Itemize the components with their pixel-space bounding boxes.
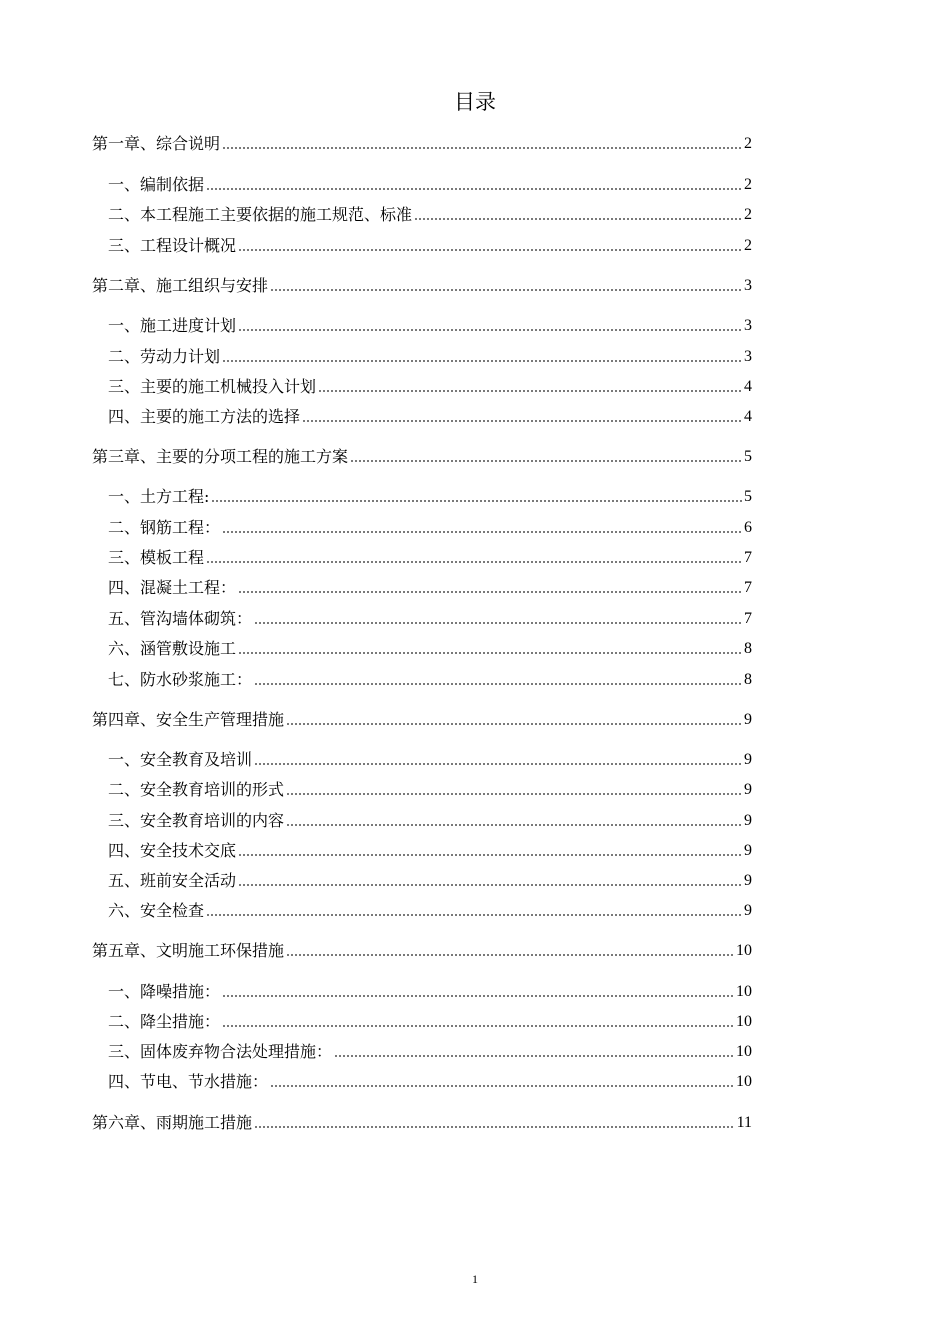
toc-entry-page: 2 [744, 206, 752, 223]
toc-entry-label: 一、施工进度计划 [108, 316, 237, 335]
toc-section-entry[interactable] [108, 376, 752, 398]
dot-leader [286, 823, 742, 827]
toc-entry-page: 2 [744, 135, 752, 152]
toc-entry-label: 四、安全技术交底 [108, 841, 237, 860]
toc-entry-label: 三、工程设计概况 [108, 236, 237, 255]
toc-entry-label: 七、防水砂浆施工： [108, 670, 253, 689]
toc-section-entry[interactable] [108, 1011, 752, 1033]
toc-section-entry[interactable] [108, 638, 752, 660]
toc-chapter-entry[interactable] [92, 275, 752, 297]
toc-section-entry[interactable] [108, 547, 752, 569]
toc-entry-label: 第五章、文明施工环保措施 [92, 941, 285, 960]
toc-entry-label: 第六章、雨期施工措施 [92, 1113, 253, 1132]
toc-entry-page: 9 [744, 751, 752, 768]
toc-entry-label: 六、安全检查 [108, 901, 205, 920]
dot-leader [238, 651, 742, 655]
toc-entry-page: 3 [744, 348, 752, 365]
toc-entry-page: 8 [744, 671, 752, 688]
toc-entry-page: 9 [744, 902, 752, 919]
dot-leader [270, 1084, 734, 1088]
toc-entry-page: 7 [744, 579, 752, 596]
toc-entry-page: 10 [736, 942, 752, 959]
dot-leader [254, 621, 742, 625]
toc-entry-page: 9 [744, 872, 752, 889]
toc-section-entry[interactable] [108, 608, 752, 630]
dot-leader [238, 248, 742, 252]
dot-leader [270, 288, 742, 292]
toc-section-entry[interactable] [108, 1041, 752, 1063]
dot-leader [254, 1125, 735, 1129]
toc-section-entry[interactable] [108, 174, 752, 196]
dot-leader [302, 419, 742, 423]
toc-chapter-entry[interactable] [92, 1112, 752, 1134]
toc-section-entry[interactable] [108, 577, 752, 599]
toc-entry-page: 2 [744, 176, 752, 193]
toc-section-entry[interactable] [108, 204, 752, 226]
toc-section-entry[interactable] [108, 810, 752, 832]
toc-section-entry[interactable] [108, 840, 752, 862]
toc-section-entry[interactable] [108, 669, 752, 691]
toc-section-entry[interactable] [108, 315, 752, 337]
toc-entry-label: 第三章、主要的分项工程的施工方案 [92, 447, 349, 466]
toc-section-entry[interactable] [108, 749, 752, 771]
dot-leader [222, 994, 734, 998]
toc-entry-page: 10 [736, 983, 752, 1000]
dot-leader [254, 682, 742, 686]
page-title: 目录 [454, 90, 496, 114]
toc-entry-page: 5 [744, 448, 752, 465]
toc-entry-label: 三、安全教育培训的内容 [108, 811, 285, 830]
toc-entry-page: 10 [736, 1043, 752, 1060]
toc-section-entry[interactable] [108, 517, 752, 539]
toc-entry-label: 三、模板工程 [108, 548, 205, 567]
toc-entry-page: 3 [744, 317, 752, 334]
dot-leader [206, 913, 742, 917]
toc-entry-label: 二、降尘措施： [108, 1012, 221, 1031]
toc-entry-page: 10 [736, 1013, 752, 1030]
toc-section-entry[interactable] [108, 779, 752, 801]
toc-entry-page: 3 [744, 277, 752, 294]
toc-entry-label: 二、钢筋工程： [108, 518, 221, 537]
toc-entry-label: 二、本工程施工主要依据的施工规范、标准 [108, 205, 413, 224]
toc-entry-page: 2 [744, 237, 752, 254]
toc-entry-label: 一、安全教育及培训 [108, 750, 253, 769]
toc-entry-label: 三、固体废弃物合法处理措施： [108, 1042, 333, 1061]
dot-leader [286, 722, 742, 726]
toc-entry-label: 一、降噪措施： [108, 982, 221, 1001]
toc-entry-page: 7 [744, 549, 752, 566]
toc-entry-page: 5 [744, 488, 752, 505]
dot-leader [254, 762, 742, 766]
toc-entry-label: 六、涵管敷设施工 [108, 639, 237, 658]
toc-entry-page: 9 [744, 711, 752, 728]
toc-entry-label: 一、编制依据 [108, 175, 205, 194]
dot-leader [211, 499, 742, 503]
toc-entry-label: 五、管沟墙体砌筑： [108, 609, 253, 628]
toc-entry-label: 第四章、安全生产管理措施 [92, 710, 285, 729]
toc-section-entry[interactable] [108, 870, 752, 892]
toc-chapter-entry[interactable] [92, 709, 752, 731]
dot-leader [318, 389, 742, 393]
toc-chapter-entry[interactable] [92, 133, 752, 155]
toc-entry-label: 四、节电、节水措施： [108, 1072, 269, 1091]
dot-leader [286, 953, 734, 957]
dot-leader [222, 1024, 734, 1028]
toc-entry-page: 9 [744, 812, 752, 829]
toc-section-entry[interactable] [108, 486, 752, 508]
page-number: 1 [472, 1272, 478, 1286]
toc-section-entry[interactable] [108, 406, 752, 428]
toc-entry-label: 四、混凝土工程： [108, 578, 237, 597]
toc-entry-page: 11 [736, 1114, 752, 1131]
toc-entry-label: 二、劳动力计划 [108, 347, 221, 366]
dot-leader [206, 187, 742, 191]
toc-entry-label: 三、主要的施工机械投入计划 [108, 377, 317, 396]
toc-entry-page: 8 [744, 640, 752, 657]
dot-leader [238, 883, 742, 887]
toc-section-entry[interactable] [108, 900, 752, 922]
dot-leader [238, 328, 742, 332]
toc-entry-page: 9 [744, 781, 752, 798]
toc-section-entry[interactable] [108, 346, 752, 368]
toc-entry-page: 9 [744, 842, 752, 859]
toc-entry-page: 4 [744, 378, 752, 395]
dot-leader [414, 217, 742, 221]
toc-chapter-entry[interactable] [92, 940, 752, 962]
toc-entry-page: 4 [744, 408, 752, 425]
toc-entry-page: 10 [736, 1073, 752, 1090]
toc-entry-page: 6 [744, 519, 752, 536]
toc-entry-label: 二、安全教育培训的形式 [108, 780, 285, 799]
toc-entry-label: 第一章、综合说明 [92, 134, 221, 153]
toc-chapter-entry[interactable] [92, 446, 752, 468]
toc-section-entry[interactable] [108, 1071, 752, 1093]
dot-leader [238, 590, 742, 594]
dot-leader [334, 1054, 734, 1058]
dot-leader [238, 853, 742, 857]
toc-entry-label: 一、土方工程: [108, 487, 210, 506]
dot-leader [222, 530, 742, 534]
toc-entry-label: 第二章、施工组织与安排 [92, 276, 269, 295]
dot-leader [206, 560, 742, 564]
toc-section-entry[interactable] [108, 981, 752, 1003]
toc-entry-label: 五、班前安全活动 [108, 871, 237, 890]
dot-leader [222, 359, 742, 363]
dot-leader [222, 146, 742, 150]
dot-leader [350, 459, 742, 463]
dot-leader [286, 792, 742, 796]
toc-entry-label: 四、主要的施工方法的选择 [108, 407, 301, 426]
toc-section-entry[interactable] [108, 235, 752, 257]
toc-entry-page: 7 [744, 610, 752, 627]
